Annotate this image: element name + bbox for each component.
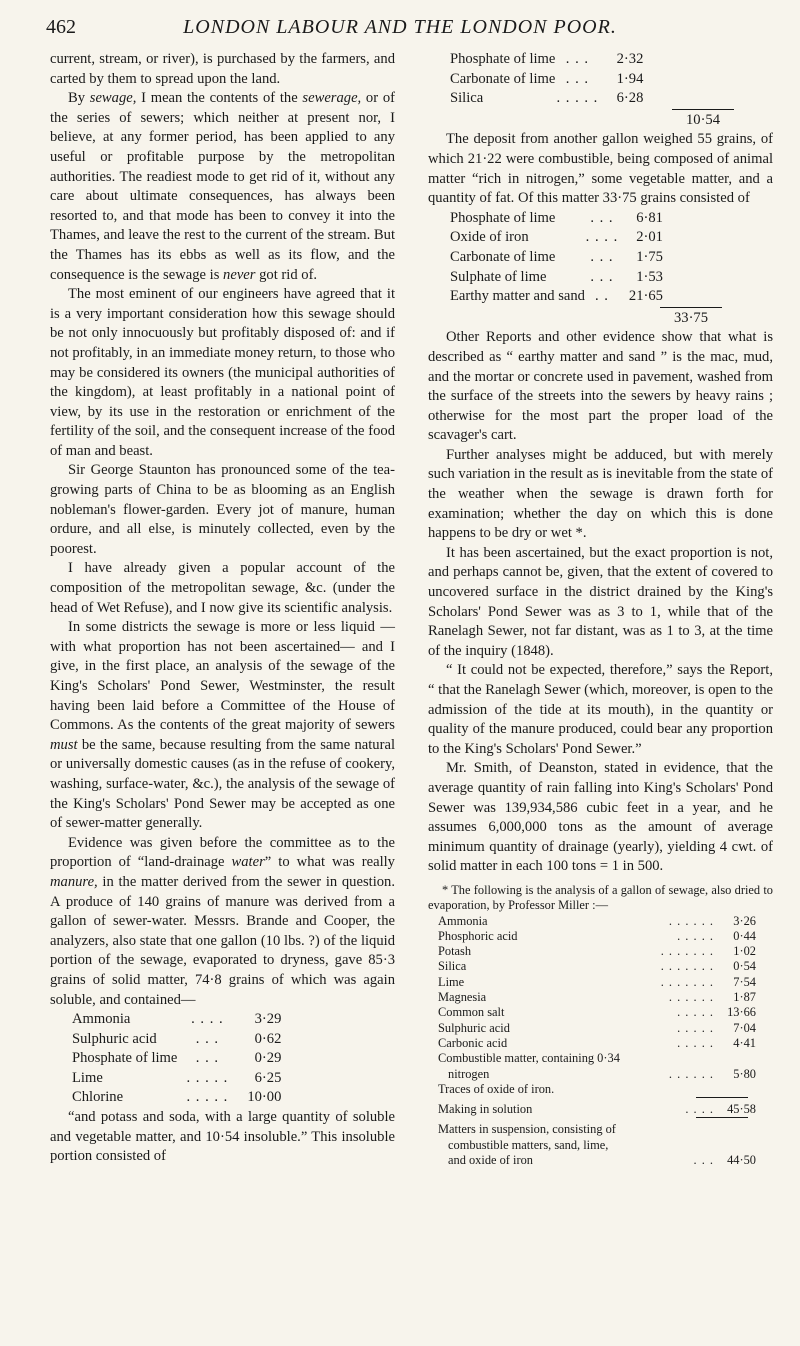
table-total: 10·54	[672, 109, 734, 131]
table-total: 33·75	[660, 307, 722, 329]
table-row: Common salt . . . . . 13·66	[438, 1005, 756, 1020]
paragraph: Further analyses might be adduced, but with merely such variation in the result as is inevitable from the state of the weather when the sewage is drawn forth for examination; whether the day on which this is done happens to be dry or wet *.	[428, 446, 773, 542]
table-row: Ammonia . . . . . . 3·26	[438, 913, 756, 928]
paragraph: Mr. Smith, of Deanston, stated in evidence, that the average quantity of rain falling into King's Scholars' Pond Sewer was 139,934,586 cubic feet in a year, and he assumes 6,000,000 tons as the amount of average minimum quantity of drainage (yearly), yielding 4 cwt. of solid matter in each 100 tons = 1 in 500.	[428, 760, 773, 875]
footnote	[428, 883, 773, 1168]
table-row: Lime . . . . . . . 7·54	[438, 974, 756, 989]
right-column	[428, 50, 773, 1168]
table-row: Earthy matter and sand . . 21·65	[450, 288, 663, 305]
table-row: Sulphuric acid . . . . . 7·04	[438, 1020, 756, 1035]
table-row: Making in solution . . . . 45·58	[438, 1102, 756, 1117]
paragraph: “ It could not be expected, therefore,” says the Report, “ that the Ranelagh Sewer (which, moreover, is open to the admission of the tide at its mouth), in the quantity or quality of the manure produced, could bear any proportion to the King's Scholars' Pond Sewer.”	[428, 662, 773, 757]
paragraph: It has been ascertained, but the exact proportion is not, and perhaps cannot be, given, that the extent of covered to uncovered surface in the district drained by the King's Scholars' Pond Sewer was as 3 to 1, while that of the Ranelagh Sewer, not far distant, was as 1 to 3, at the time of the inquiry (1848).	[428, 544, 773, 659]
table-row: Combustible matter, containing 0·34	[438, 1051, 620, 1066]
table-row: Potash . . . . . . . 1·02	[438, 944, 756, 959]
table-row: Oxide of iron . . . . 2·01	[450, 229, 663, 246]
paragraph: current, stream, or river), is purchased by the farmers, and carted by them to spread upon the land.	[50, 51, 395, 87]
footnote-suspension-table	[438, 1122, 756, 1168]
table-row: combustible matters, sand, lime,	[448, 1137, 609, 1152]
table-row: Ammonia . . . . 3·29	[72, 1011, 282, 1028]
table-row: Magnesia . . . . . . 1·87	[438, 990, 756, 1005]
table-row: Phosphate of lime . . . 0·29	[72, 1050, 282, 1067]
paragraph: Other Reports and other evidence show that what is described as “ earthy matter and sand ” is the mac, mud, and the mortar or concrete used in pavement, washed from the surface of the streets into the sewers by heavy rains ; otherwise for the most part the proper load of the scavager's cart.	[428, 329, 773, 444]
table-row: and oxide of iron . . . 44·50	[448, 1152, 756, 1167]
table-row: Chlorine . . . . . 10·00	[72, 1089, 282, 1106]
table-row: Phosphoric acid . . . . . 0·44	[438, 928, 756, 943]
footnote-intro: * The following is the analysis of a gallon of sewage, also dried to evaporation, by Professor Miller :—	[428, 882, 773, 913]
page-header	[46, 16, 754, 40]
table-row: Silica . . . . . . . 0·54	[438, 959, 756, 974]
paragraph: “and potass and soda, with a large quantity of soluble and vegetable matter, and 10·54 insoluble.” This insoluble portion consisted of	[50, 1109, 395, 1165]
left-column	[50, 50, 395, 1167]
table-row: Carbonate of lime . . . 1·94	[450, 70, 644, 87]
footnote-analysis-table	[438, 914, 756, 1098]
table-row: Lime . . . . . 6·25	[72, 1069, 282, 1086]
paragraph: The deposit from another gallon weighed 55 grains, of which 21·22 were combustible, being composed of animal matter “rich in nitrogen,” some vegetable matter, and a quantity of fat. Of this matter 33·75 grains consisted of	[428, 131, 773, 207]
table-row: Traces of oxide of iron.	[438, 1081, 555, 1096]
paragraph: Sir George Staunton has pronounced some of the tea-growing parts of China to be as blooming as an English nobleman's flower-garden. Every jot of manure, human ordure, and all else, is minutely collected, even by the poorest.	[50, 462, 395, 557]
table-row: nitrogen . . . . . . 5·80	[448, 1066, 756, 1081]
table-row: Phosphate of lime . . . 2·32	[450, 51, 644, 67]
paragraph: In some districts the sewage is more or less liquid —with what proportion has not been ascertained— and I give, in the first place, an analysis of the sewage of the King's Scholars' Pond Sewer, Westminster, the result having been laid before a Committee of the House of Commons. As the contents of the great majority of sewers must be the same, because resulting from the same natural or universally domestic causes (as in the refuse of cookery, washing, surface-water, &c.), the analysis of the sewage of the King's Scholars' Pond Sewer may be accepted as one of sewer-matter generally.	[50, 619, 395, 832]
soluble-analysis-table	[72, 1010, 281, 1108]
footnote-summary-table	[438, 1102, 756, 1117]
table-row: Sulphuric acid . . . 0·62	[72, 1030, 282, 1047]
paragraph: I have already given a popular account of the composition of the metropolitan sewage, &c. (under the head of Wet Refuse), and I now give its scientific analysis.	[50, 560, 395, 616]
table-row: Phosphate of lime . . . 6·81	[450, 209, 663, 226]
paragraph: The most eminent of our engineers have agreed that it is a very important consideration how this sewage should be not only innocuously but profitably disposed of: and if not profitably, in an immediate money return, to those who may be considered its owners (the municipal authorities of the kingdom), at least profitably in a national point of view, by its use in the restoration or enrichment of the fertility of the soil, and the consequent increase of the food of man and beast.	[50, 286, 395, 459]
deposit-analysis-table	[450, 209, 663, 307]
table-row: Silica . . . . . 6·28	[450, 90, 644, 107]
running-title: LONDON LABOUR AND THE LONDON POOR.	[183, 16, 617, 38]
insoluble-analysis-table	[450, 50, 643, 109]
table-row: Carbonate of lime . . . 1·75	[450, 248, 663, 265]
table-row: Sulphate of lime . . . 1·53	[450, 268, 663, 285]
table-row: Matters in suspension, consisting of	[438, 1122, 616, 1137]
paragraph: Evidence was given before the committee as to the proportion of “land-drainage water” to what was really manure, in the matter derived from the sewer in question. A produce of 140 grains of manure was derived from a gallon of sewer-water. Messrs. Brande and Cooper, the analyzers, also state that one gallon (10 lbs. ?) of the liquid portion of the sewage, evaporated to dryness, gave 85·3 grains of solid matter, 74·8 grains of which was again soluble, and contained—	[50, 834, 395, 1008]
page-number: 462	[46, 16, 76, 38]
paragraph: By sewage, I mean the contents of the sewerage, or of the series of sewers; which neither at present nor, I believe, at any former period, has been applied to any useful or profitable purpose by the metropolitan authorities. The readiest mode to get rid of it, without any care about ultimate consequences, has always been resorted to, and that mode has been to convey it into the Thames, and leave the rest to the current of the stream. But the Thames has its ebbs as well as its flow, and the consequence is the sewage is never got rid of.	[50, 90, 395, 283]
table-row: Carbonic acid . . . . . 4·41	[438, 1035, 756, 1050]
